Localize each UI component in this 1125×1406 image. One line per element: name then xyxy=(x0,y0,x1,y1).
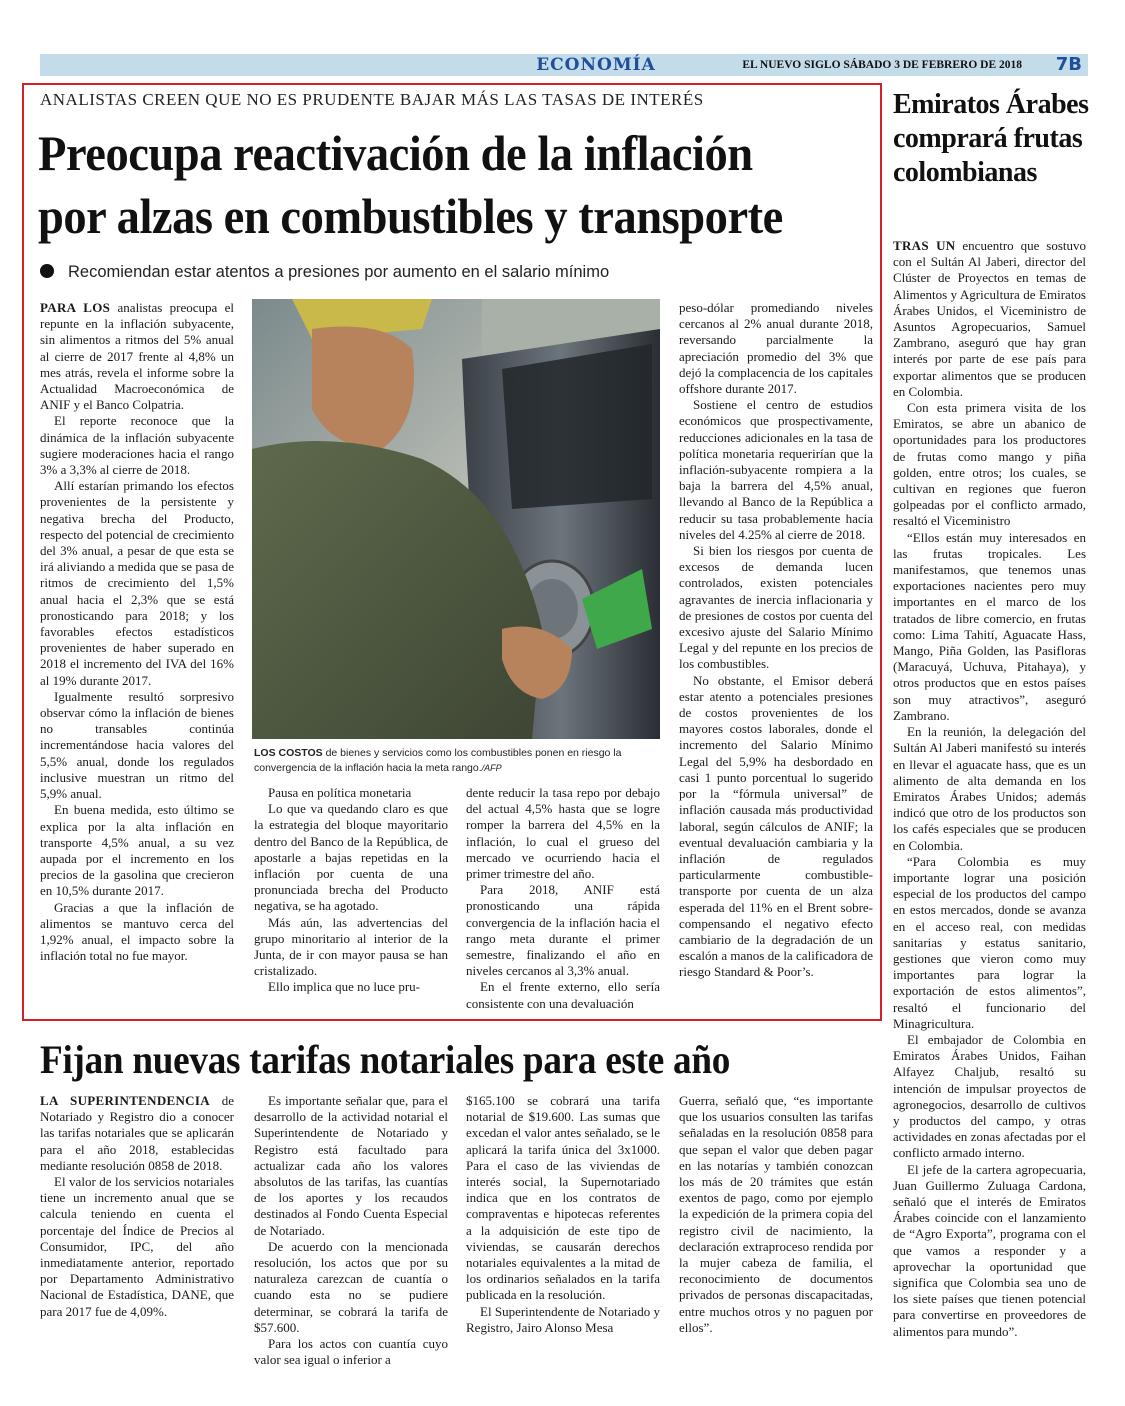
main-column-2 xyxy=(254,785,448,996)
main-subhead xyxy=(40,262,860,282)
photo-caption: LOS COSTOS de bienes y servicios como los combustibles ponen en riesgo la convergencia de la inflación hacia la meta rango./AFP xyxy=(254,747,622,774)
paragraph: En el frente externo, ello sería consistente con una devaluación xyxy=(466,979,660,1011)
second-column-1 xyxy=(40,1093,234,1320)
story-kicker: ANALISTAS CREEN QUE NO ES PRUDENTE BAJAR MÁS LAS TASAS DE INTERÉS xyxy=(40,90,704,109)
lead-paragraph: LA SUPERINTENDENCIA de Notariado y Registro dio a conocer las tarifas notariales que se aplicarán para el año 2018, establecidas mediante resolución 0858 de 2018. xyxy=(40,1093,234,1173)
subhead-text: Recomiendan estar atentos a presiones por aumento en el salario mínimo xyxy=(68,263,610,281)
paragraph: Allí estarían primando los efectos provenientes de la persistente y negativa brecha del Producto, respecto del potencial de crecimiento del 3% anual, a pesar de que esta se irá aliviando a medida que se pasa de ritmos de crecimiento del 1,5% anual hacia el 2,3% que se está pronosticando para 2018; y los favorables efectos estadísticos provenientes de haber superado en 2018 el incremento del IVA del 16% al 19% durante 2017. xyxy=(40,478,234,688)
sidebar-headline: Emiratos Árabes comprará frutas colombianas xyxy=(893,89,1089,188)
paragraph: El embajador de Colombia en Emiratos Árabes Unidos, Faihan Alfayez Chaljub, resaltó su intención de impulsar proyectos de agronegocios, desarrollo de cultivos y productos del campo, y otras actividades en zonas afectadas por el conflicto armado interno. xyxy=(893,1031,1086,1161)
paragraph: Es importante señalar que, para el desarrollo de la actividad notarial el Superintendente de Notariado y Registro está facultado para actualizar cada año los valores absolutos de las tarifas, las cuantías de los aportes y los recaudos destinados al Fondo Cuenta Especial de Notariado. xyxy=(254,1093,448,1238)
paragraph: Más aún, las advertencias del grupo minoritario al interior de la Junta, de ir con mayor pausa se han cristalizado. xyxy=(254,914,448,979)
paragraph: peso-dólar promediando niveles cercanos al 2% anual durante 2018, reversando parcialmente la apreciación promedio del 3% que dejó la complacencia de los capitales offshore durante 2017. xyxy=(679,300,873,397)
paragraph: Para los actos con cuantía cuyo valor sea igual o inferior a xyxy=(254,1336,448,1368)
paragraph: “Ellos están muy interesados en las frutas tropicales. Les manifestamos, que tenemos unas exportaciones nacientes pero muy importantes en el marco de los tratados de libre comercio, en frutas como: Lima Tahití, Aguacate Hass, Mango, Piña Golden, las Pasifloras (Maracuyá, Uchuva, Pitahaya), y otros productos que en estos países son muy atractivos”, aseguró Zambrano. xyxy=(893,529,1086,723)
paragraph: Gracias a que la inflación de alimentos se mantuvo cerca del 1,92% anual, el impacto sobre la inflación total no fue mayor. xyxy=(40,899,234,964)
second-headline: Fijan nuevas tarifas notariales para este año xyxy=(40,1037,731,1082)
second-column-3 xyxy=(466,1093,660,1336)
second-column-2 xyxy=(254,1093,448,1368)
paragraph: En la reunión, la delegación del Sultán Al Jaberi manifestó su interés en llevar el aguacate hass, que es un alimento de alta demanda en los Emiratos Árabes Unidos; además indicó que otro de los productos son los cafés especiales que se producen en Colombia. xyxy=(893,724,1086,853)
page-header-bar xyxy=(40,54,1088,76)
paragraph: $165.100 se cobrará una tarifa notarial de $19.600. Las sumas que excedan el valor antes señalado, se le aplicará la tarifa única del 3x1000. Para el caso de las viviendas de interés social, la Supernotariado indica que en los contratos de compraventas e hipotecas referentes a la adquisición de este tipo de viviendas, se causarán derechos notariales equivalentes a la mitad de los ordinarios señalados en la tarifa publicada en la resolución. xyxy=(466,1093,660,1303)
bullet-icon xyxy=(40,264,54,278)
news-photo xyxy=(252,299,660,739)
paragraph: El valor de los servicios notariales tiene un incremento anual que se calcula teniendo en cuenta el porcentaje del Índice de Precios al Consumidor, IPC, del año inmediatamente anterior, reportado por Departamento Administrativo Nacional de Estadística, DANE, que para 2017 fue de 4,09%. xyxy=(40,1174,234,1319)
main-headline: Preocupa reactivación de la inflación por alzas en combustibles y transporte xyxy=(38,125,783,244)
section-subtitle: Pausa en política monetaria xyxy=(268,785,412,800)
paragraph: Ello implica que no luce pru- xyxy=(268,979,420,995)
main-column-4 xyxy=(679,300,873,981)
paragraph: Igualmente resultó sorpresivo observar cómo la inflación de bienes no transables continúa incrementándose hacia valores del 5,5% anual, donde los regulados inclusive muestran un ritmo del 5,9% anual. xyxy=(40,688,234,802)
paragraph: El reporte reconoce que la dinámica de la inflación subyacente sugiere moderaciones hacia el rango 3% a 3,3% al cierre de 2018. xyxy=(40,413,234,478)
paragraph: El jefe de la cartera agropecuaria, Juan Guillermo Zuluaga Cardona, señaló que el interés de Emiratos Árabes coincide con el lanzamiento de “Agro Exporta”, programa con el que vamos a responder y a aprovechar la oportunidad que significa que Colombia sea uno de los siete países que tienen potencial para convertirse en proveedores de alimentos para mundo”. xyxy=(893,1161,1086,1339)
publication-date: EL NUEVO SIGLO SÁBADO 3 DE FEBRERO DE 2018 xyxy=(742,59,1022,71)
lead-paragraph: PARA LOS analistas preocupa el repunte en la inflación subyacente, sin alimentos a ritmos del 5% anual al cierre de 2017 frente al 4,8% un mes atrás, revela el informe sobre la Actualidad Macroeconómica de ANIF y el Banco Colpatria. xyxy=(40,300,234,413)
main-column-3 xyxy=(466,785,660,1012)
paragraph: “Para Colombia es muy importante lograr una posición especial de los productos del campo en estos mercados, donde se avanza en el acceso real, con medidas sanitarias y estatus sanitario, gestiones que vieron como muy importantes para lograr la exportación de estos alimentos”, resaltó el funcionario del Minagricultura. xyxy=(893,853,1086,1031)
paragraph: Lo que va quedando claro es que la estrategia del bloque mayoritario dentro del Banco de la República, de apostarle a bajas repetidas en la inflación por cuenta de una pronunciada brecha del Producto negativa, se ha agotado. xyxy=(254,801,448,914)
lead-paragraph: TRAS UN encuentro que sostuvo con el Sultán Al Jaberi, director del Clúster de Proyectos en temas de Alimentos y Agricultura de Emiratos Árabes Unidos, el Viceministro de Asuntos Agropecuarios, Samuel Zambrano, aseguró que hay gran interés por parte de ese país para exportar alimentos que se producen en Colombia. xyxy=(893,238,1086,399)
paragraph: Sostiene el centro de estudios económicos que prospectivamente, reducciones adicionales en la tasa de política monetaria requerirían que la inflación-subyacente rompiera a la baja la barrera del 4,5% anual, llevando al Banco de la República a reducir su tasa probablemente hacia niveles del 4.25% al cierre de 2018. xyxy=(679,397,873,542)
paragraph: De acuerdo con la mencionada resolución, los actos que por su naturaleza carezcan de cuantía o cuando esta no se pudiere determinar, se cobrará la tarifa de $57.600. xyxy=(254,1238,448,1335)
photo-illustration xyxy=(252,299,660,739)
paragraph: Con esta primera visita de los Emiratos, se abre un abanico de oportunidades para los productores de frutas como mango y piña golden, entre otros; los cuales, se cultivan en regiones que fueron golpeadas por el conflicto armado, resaltó el Viceministro xyxy=(893,400,1086,529)
main-column-1 xyxy=(40,300,234,964)
paragraph: En buena medida, esto último se explica por la alta inflación en transporte 4,5% anual, a su vez aupada por el incremento en los precios de la gasolina que crecieron en 10,5% durante 2017. xyxy=(40,802,234,899)
paragraph: Para 2018, ANIF está pronosticando una rápida convergencia de la inflación hacia el rango meta durante el primer semestre, finalizando el año en niveles cercanos al 3,3% anual. xyxy=(466,882,660,979)
paragraph: Si bien los riesgos por cuenta de excesos de demanda lucen controlados, existen potenciales agravantes de inercia inflacionaria y de presiones de costos por cuenta del excesivo ajuste del Salario Mínimo Legal y del repunte en los precios de los combustibles. xyxy=(679,543,873,672)
section-name: ECONOMÍA xyxy=(536,55,656,75)
second-column-4 xyxy=(679,1093,873,1336)
paragraph: No obstante, el Emisor deberá estar atento a potenciales presiones de costos provenientes de los mayores costos laborales, donde el incremento del Salario Mínimo Legal del 5,9% ha desbordado en casi 1 punto porcentual lo sugerido por la “fórmula universal” de inflación causada más productividad laboral, según cálculos de ANIF; la eventual devaluación cambiaria y la inflación de regulados particularmente combustible-transporte por cuenta de un alza esperada del 11% en el Brent sobre-compensando el negativo efecto cambiario de la degradación de un escalón a manos de la calificadora de riesgo Standard & Poor’s. xyxy=(679,672,873,980)
paragraph: Guerra, señaló que, “es importante que los usuarios consulten las tarifas señaladas en la resolución 0858 para que sepan el valor que deben pagar en las notarías y también conozcan los más de 20 trámites que están exentos de pago, como por ejemplo la expedición de la primera copia del registro civil de nacimiento, la declaración extraproceso rendida por la mujer cabeza de familia, el reconocimiento de documentos privados de personas discapacitadas, entre muchos otros y no paguen por ellos”. xyxy=(679,1093,873,1335)
page-number: 7B xyxy=(1055,54,1082,75)
sidebar-column xyxy=(893,238,1086,1340)
paragraph: El Superintendente de Notariado y Registro, Jairo Alonso Mesa xyxy=(466,1303,660,1335)
paragraph: dente reducir la tasa repo por debajo del actual 4,5% hasta que se logre romper la barrera del 4,5% en la inflación, lo cual el grueso del mercado ve ocurriendo hacia el primer trimestre del año. xyxy=(466,785,660,882)
